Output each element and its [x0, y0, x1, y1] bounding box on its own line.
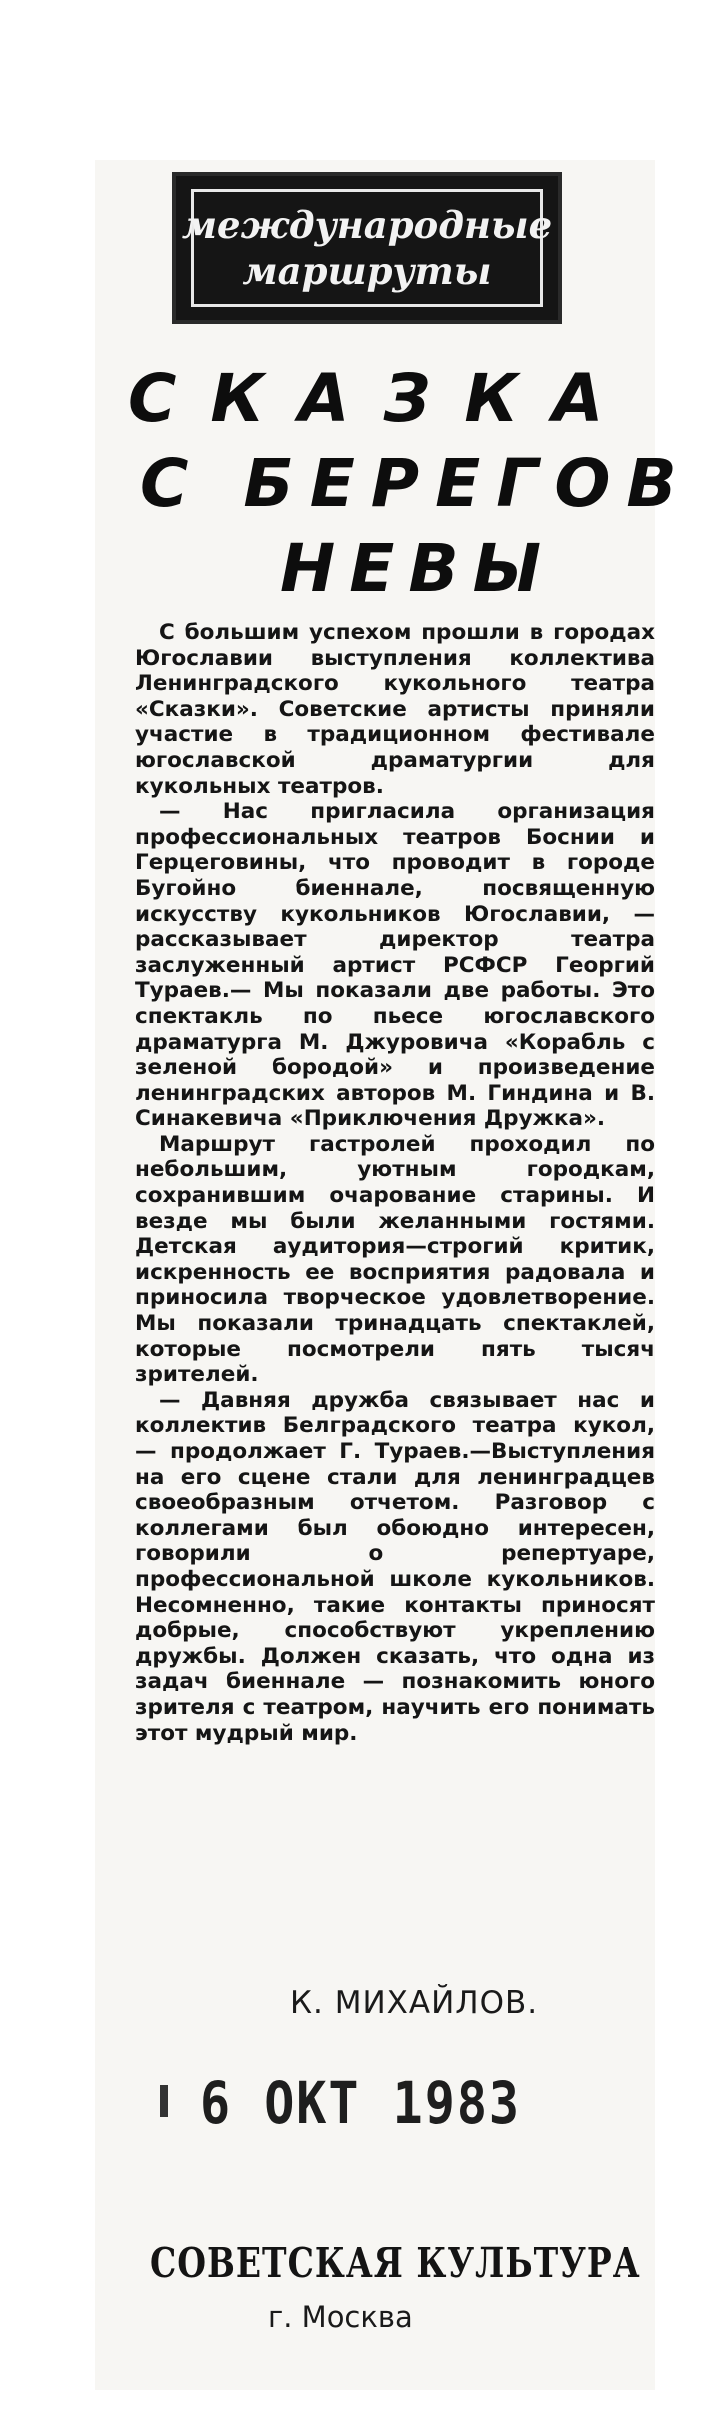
stamp-mark: [160, 2085, 168, 2117]
headline-line-2: С БЕРЕГОВ: [140, 445, 693, 522]
article-paragraph-2: — Нас пригласила организация профессиональных театров Боснии и Герцеговины, что проводит в городе Бугойно биеннале, посвященную искусству кукольников Югославии, — рассказывает директор театра заслуженный артист РСФСР Георгий Тураев.— Мы показали две работы. Это спектакль по пьесе югославского драматурга М. Джуровича «Корабль с зеленой бородой» и произведение ленинградских авторов М. Гиндина и В. Синакевича «Приключения Дружка».: [135, 799, 655, 1132]
author-signature: К. МИХАЙЛОВ.: [290, 1985, 539, 2021]
rubric-line-2: маршруты: [242, 249, 492, 293]
headline-line-1: СКАЗКА: [128, 360, 638, 437]
city-stamp: г. Москва: [268, 2300, 413, 2334]
article-paragraph-1: С большим успехом прошли в городах Югославии выступления коллектива Ленинградского кукольного театра «Сказки». Советские артисты приняли участие в традиционном фестивале югославской драматургии для кукольных театров.: [135, 620, 655, 799]
newspaper-name-stamp: СОВЕТСКАЯ КУЛЬТУРА: [150, 2238, 641, 2287]
rubric-line-1: международные: [181, 203, 553, 247]
article-paragraph-3: Маршрут гастролей проходил по небольшим, уютным городкам, сохранившим очарование старины. И везде мы были желанными гостями. Детская аудитория—строгий критик, искренность ее восприятия радовала и приносила творческое удовлетворение. Мы показали тринадцать спектаклей, которые посмотрели пять тысяч зрителей.: [135, 1131, 655, 1388]
article-paragraph-4: — Давняя дружба связывает нас и коллектив Белградского театра кукол, — продолжает Г. Тураев.—Выступления на его сцене стали для ленинградцев своеобразным отчетом. Разговор с коллегами был обоюдно интересен, говорили о репертуаре, профессиональной школе кукольников. Несомненно, такие контакты приносят добрые, способствуют укреплению дружбы. Должен сказать, что одна из задач биеннале — познакомить юного зрителя с театром, научить его понимать этот мудрый мир.: [135, 1387, 655, 1746]
date-stamp: 6 ОКТ 1983: [200, 2070, 522, 2137]
article-body: [135, 620, 655, 1746]
rubric-frame: [181, 189, 553, 307]
headline-line-3: НЕВЫ: [280, 530, 556, 607]
rubric-box: [172, 172, 562, 324]
